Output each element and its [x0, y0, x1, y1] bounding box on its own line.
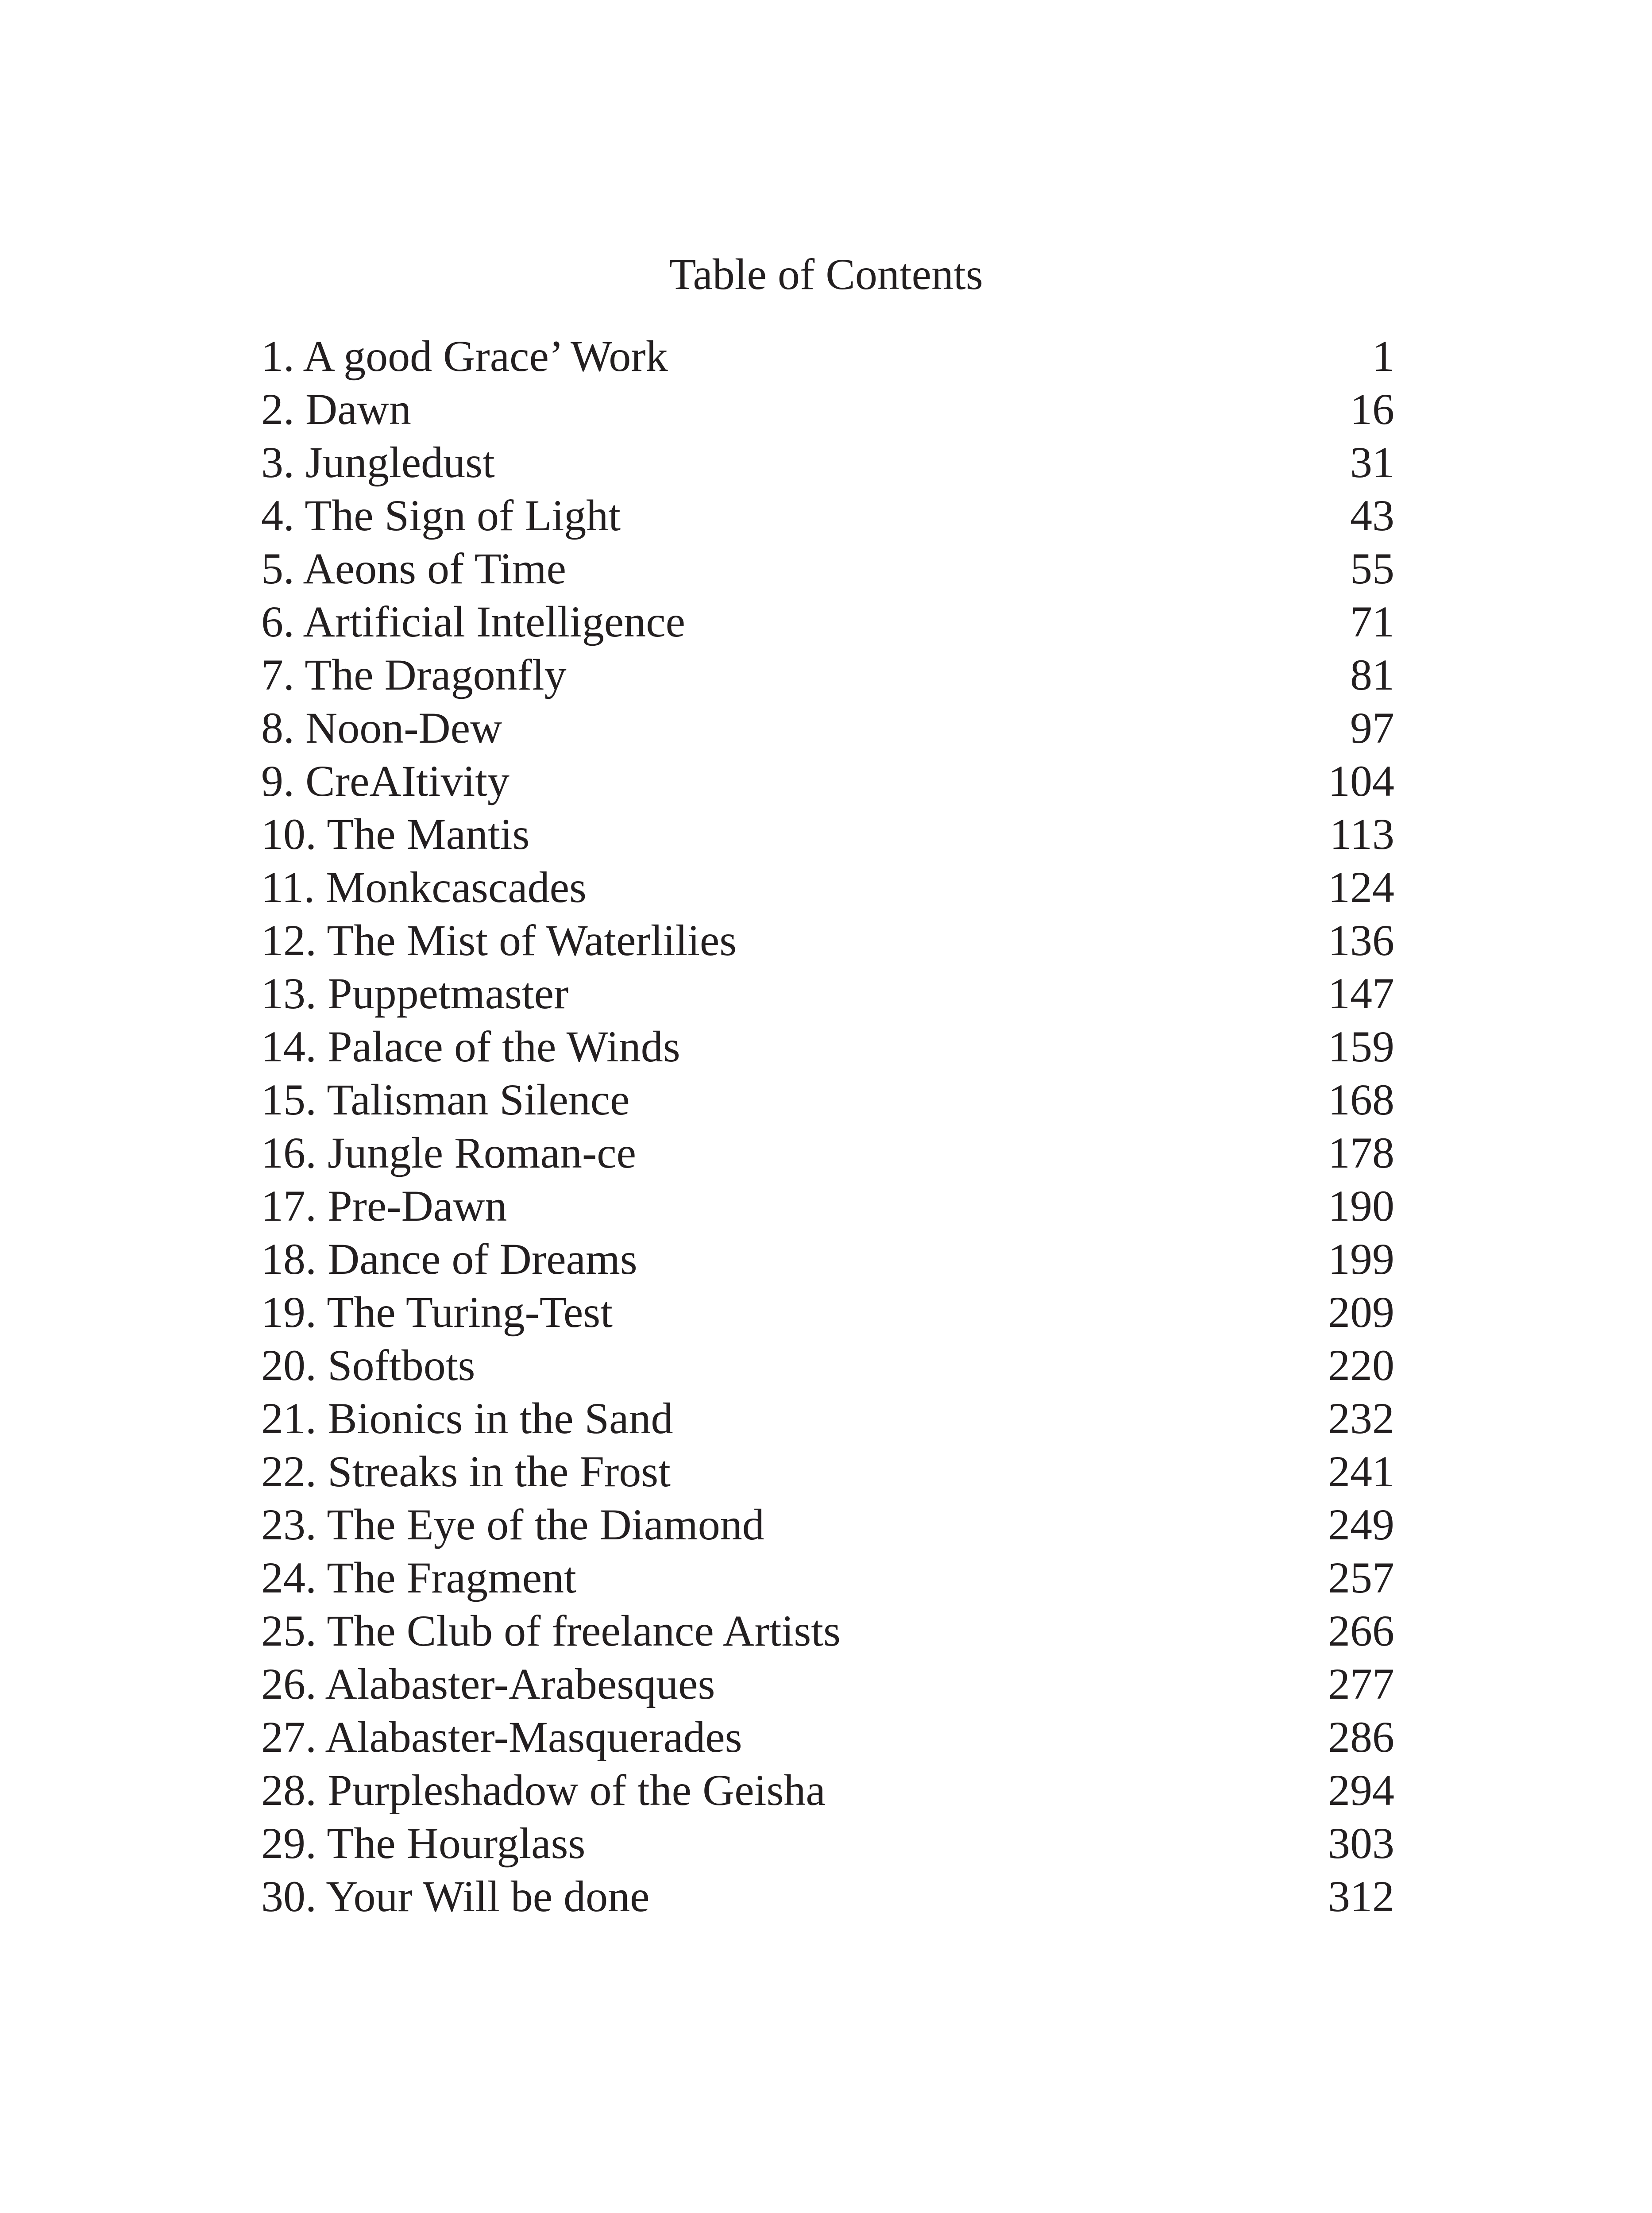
toc-entry [261, 436, 1394, 489]
toc-entry [261, 755, 1394, 808]
toc-entry [261, 808, 1394, 861]
toc-entry-page: 257 [1328, 1553, 1394, 1602]
toc-entry-title: 25. The Club of freelance Artists [261, 1606, 841, 1655]
toc-entry [261, 648, 1394, 702]
toc-entry-page: 136 [1328, 916, 1394, 965]
toc-entry-page: 16 [1350, 385, 1394, 434]
toc-entry-title: 23. The Eye of the Diamond [261, 1500, 764, 1549]
toc-entry-page: 303 [1328, 1819, 1394, 1868]
toc-entry-title: 2. Dawn [261, 385, 411, 434]
toc-entry-title: 16. Jungle Roman-ce [261, 1128, 637, 1177]
toc-entry-page: 241 [1328, 1447, 1394, 1496]
toc-entry-page: 159 [1328, 1022, 1394, 1071]
toc-entry-page: 312 [1328, 1872, 1394, 1921]
toc-entry [261, 1180, 1394, 1233]
toc-entry [261, 702, 1394, 755]
page-title: Table of Contents [669, 250, 983, 299]
toc-entry-title: 1. A good Grace’ Work [261, 332, 668, 381]
toc-entry-title: 9. CreAItivity [261, 756, 510, 806]
toc-entry [261, 914, 1394, 967]
toc-entry-title: 13. Puppetmaster [261, 969, 569, 1018]
toc-entry-title: 26. Alabaster-Arabesques [261, 1659, 715, 1708]
toc-entry-title: 4. The Sign of Light [261, 491, 621, 540]
toc-entry-page: 43 [1350, 491, 1394, 540]
toc-entry-page: 249 [1328, 1500, 1394, 1549]
toc-entry-page: 55 [1350, 544, 1394, 593]
toc-entry-page: 147 [1328, 969, 1394, 1018]
toc-entry [261, 595, 1394, 648]
toc-entry-page: 97 [1350, 703, 1394, 752]
toc-entry-title: 27. Alabaster-Masquerades [261, 1712, 742, 1762]
toc-entry-page: 232 [1328, 1394, 1394, 1443]
toc-entry-title: 12. The Mist of Waterlilies [261, 916, 737, 965]
toc-entry-title: 29. The Hourglass [261, 1819, 586, 1868]
toc-entry-page: 71 [1350, 597, 1394, 646]
toc-entry-title: 28. Purpleshadow of the Geisha [261, 1766, 826, 1815]
toc-entry-title: 17. Pre-Dawn [261, 1181, 507, 1230]
toc-entry-page: 168 [1328, 1075, 1394, 1124]
toc-entry-page: 294 [1328, 1766, 1394, 1815]
toc-entry-title: 19. The Turing-Test [261, 1288, 613, 1337]
toc-entry-page: 113 [1329, 810, 1394, 859]
table-of-contents [261, 330, 1394, 1923]
toc-entry [261, 1711, 1394, 1764]
toc-entry [261, 1233, 1394, 1286]
toc-entry [261, 861, 1394, 914]
toc-entry [261, 330, 1394, 383]
toc-entry-page: 199 [1328, 1234, 1394, 1284]
toc-entry-page: 104 [1328, 756, 1394, 806]
toc-entry [261, 1498, 1394, 1551]
toc-entry-title: 10. The Mantis [261, 810, 530, 859]
toc-entry [261, 1764, 1394, 1817]
toc-entry [261, 1870, 1394, 1923]
toc-entry [261, 1286, 1394, 1339]
toc-entry [261, 1020, 1394, 1073]
toc-entry-page: 277 [1328, 1659, 1394, 1708]
toc-entry [261, 489, 1394, 542]
toc-entry-title: 14. Palace of the Winds [261, 1022, 680, 1071]
toc-entry-page: 190 [1328, 1181, 1394, 1230]
toc-entry [261, 1604, 1394, 1658]
toc-entry [261, 967, 1394, 1020]
toc-entry [261, 1073, 1394, 1126]
toc-entry-page: 81 [1350, 650, 1394, 699]
toc-entry-page: 266 [1328, 1606, 1394, 1655]
toc-entry-page: 1 [1372, 332, 1394, 381]
toc-entry-page: 209 [1328, 1288, 1394, 1337]
toc-entry [261, 1551, 1394, 1604]
toc-entry-page: 178 [1328, 1128, 1394, 1177]
toc-entry-title: 22. Streaks in the Frost [261, 1447, 671, 1496]
toc-entry-title: 15. Talisman Silence [261, 1075, 630, 1124]
toc-entry-title: 3. Jungledust [261, 438, 495, 487]
toc-entry [261, 383, 1394, 436]
toc-entry [261, 1339, 1394, 1392]
toc-entry-page: 31 [1350, 438, 1394, 487]
toc-entry [261, 1445, 1394, 1498]
toc-entry-title: 11. Monkcascades [261, 863, 587, 912]
toc-entry-page: 220 [1328, 1341, 1394, 1390]
toc-entry-title: 6. Artificial Intelligence [261, 597, 685, 646]
toc-entry [261, 542, 1394, 595]
toc-entry-title: 21. Bionics in the Sand [261, 1394, 673, 1443]
toc-entry-page: 124 [1328, 863, 1394, 912]
toc-entry [261, 1658, 1394, 1711]
toc-entry-page: 286 [1328, 1712, 1394, 1762]
toc-entry-title: 7. The Dragonfly [261, 650, 567, 699]
toc-entry-title: 30. Your Will be done [261, 1872, 650, 1921]
toc-entry-title: 5. Aeons of Time [261, 544, 567, 593]
toc-entry [261, 1392, 1394, 1445]
toc-entry-title: 24. The Fragment [261, 1553, 576, 1602]
toc-entry-title: 18. Dance of Dreams [261, 1234, 637, 1284]
toc-entry [261, 1817, 1394, 1870]
toc-entry [261, 1126, 1394, 1180]
toc-entry-title: 8. Noon-Dew [261, 703, 502, 752]
toc-entry-title: 20. Softbots [261, 1341, 475, 1390]
